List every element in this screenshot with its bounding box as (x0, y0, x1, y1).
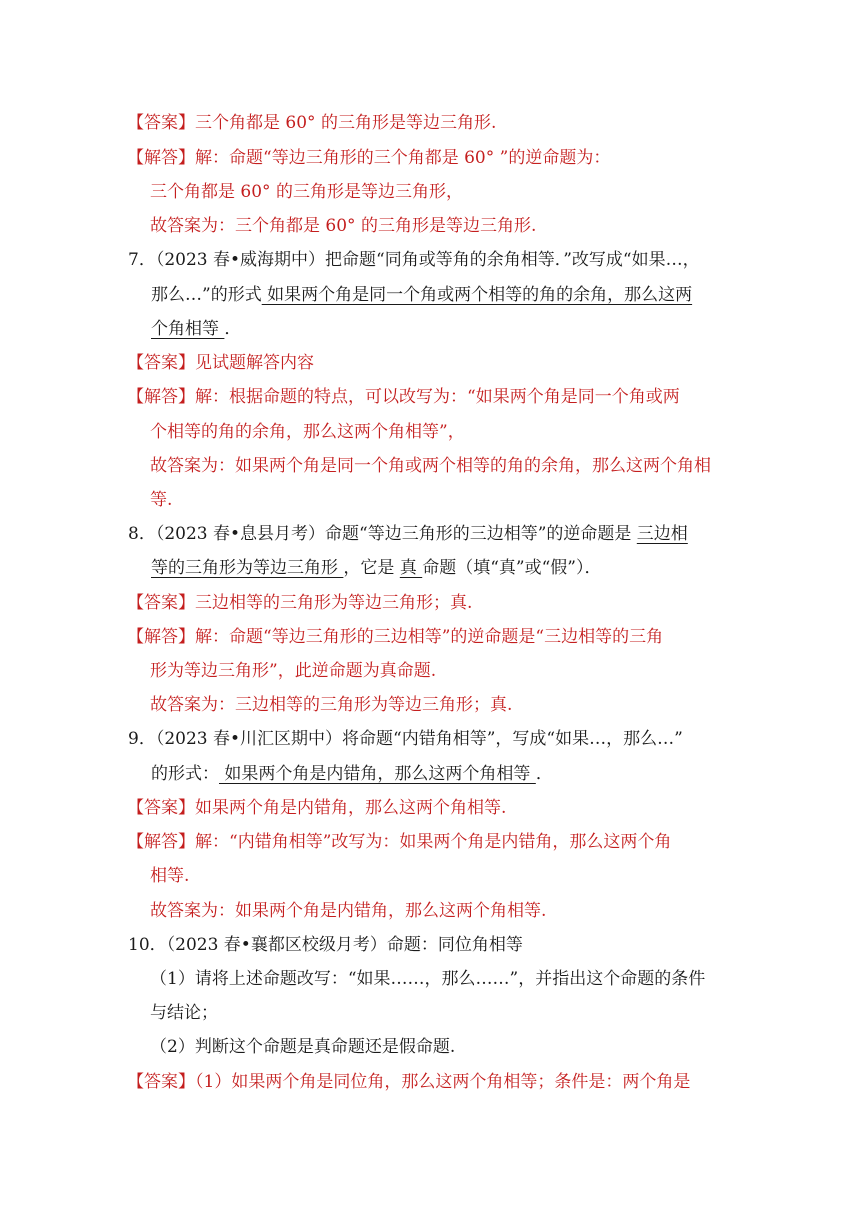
q9-solution-line-2: 相等. (150, 866, 190, 886)
q8-solution-line-1: 【解答】解：命题“等边三角形的三边相等”的逆命题是“三边相等的三角 (127, 627, 664, 647)
q7-solution-line-1: 【解答】解：根据命题的特点，可以改写为：“如果两个角是同一个角或两 (127, 387, 680, 407)
q8-solution-line-2: 形为等边三角形”，此逆命题为真命题. (150, 661, 437, 681)
q9-stem-line-1: 9．（2023 春•川汇区期中）将命题“内错角相等”，写成“如果…，那么…” (128, 729, 683, 749)
q7-answer-blank: 如果两个角是同一个角或两个相等的角的余角，那么这两 (261, 285, 693, 305)
q9-answer-blank: 如果两个角是内错角，那么这两个角相等 (219, 764, 536, 784)
q7-answer: 【答案】见试题解答内容 (127, 353, 314, 373)
q7-solution-line-2: 个相等的角的余角，那么这两个角相等”， (150, 422, 465, 442)
q8-stem-line-1 (128, 523, 688, 545)
q6-solution-line-1: 【解答】解：命题“等边三角形的三个角都是 60° ”的逆命题为： (127, 148, 611, 168)
q9-answer: 【答案】如果两个角是内错角，那么这两个角相等. (127, 798, 507, 818)
q8-stem-end: 命题（填“真”或“假”）． (422, 558, 602, 578)
q9-stem-end: ． (535, 764, 553, 784)
q6-answer: 【答案】三个角都是 60° 的三角形是等边三角形. (127, 113, 497, 133)
q10-part1-line-1: （1）请将上述命题改写：“如果……，那么……”，并指出这个命题的条件 (150, 969, 706, 989)
q8-answer: 【答案】三边相等的三角形为等边三角形；真. (127, 593, 473, 613)
q10-part2: （2）判断这个命题是真命题还是假命题. (150, 1037, 456, 1057)
q8-answer-blank-cont: 等的三角形为等边三角形 (151, 558, 344, 578)
q8-stem-text: 8．（2023 春•息县月考）命题“等边三角形的三边相等”的逆命题是 (128, 524, 637, 544)
q7-final-answer-line-1: 故答案为：如果两个角是同一个角或两个相等的角的余角，那么这两个角相 (150, 456, 711, 476)
q7-stem-end: ． (224, 319, 242, 339)
q10-answer-line-1: 【答案】（1）如果两个角是同位角，那么这两个角相等；条件是：两个角是 (127, 1072, 691, 1092)
q10-part1-line-2: 与结论； (150, 1003, 218, 1023)
q7-stem-line-3 (151, 318, 241, 340)
q9-solution-line-1: 【解答】解：“内错角相等”改写为：如果两个角是内错角，那么这两个角 (127, 832, 672, 852)
q8-answer-blank-2: 真 (399, 558, 423, 578)
q9-final-answer: 故答案为：如果两个角是内错角，那么这两个角相等. (150, 901, 547, 921)
q7-stem-line-1: 7．（2023 春•威海期中）把命题“同角或等角的余角相等．”改写成“如果…， (128, 250, 700, 270)
q7-stem-text: 那么…”的形式 (151, 285, 262, 305)
q9-stem-line-2 (151, 763, 553, 785)
q8-final-answer: 故答案为：三边相等的三角形为等边三角形；真. (150, 695, 513, 715)
q6-solution-line-2: 三个角都是 60° 的三角形是等边三角形， (150, 182, 463, 202)
q8-stem-mid: ，它是 (343, 558, 400, 578)
q9-stem-text: 的形式： (151, 764, 219, 784)
q6-final-answer: 故答案为：三个角都是 60° 的三角形是等边三角形. (150, 216, 537, 236)
q10-stem: 10．（2023 春•襄都区校级月考）命题：同位角相等 (128, 935, 523, 955)
q8-answer-blank: 三边相 (636, 524, 688, 544)
q7-final-answer-line-2: 等. (150, 490, 173, 510)
q7-answer-blank-cont: 个角相等 (151, 319, 225, 339)
q7-stem-line-2 (151, 284, 692, 306)
q8-stem-line-2 (151, 557, 601, 579)
